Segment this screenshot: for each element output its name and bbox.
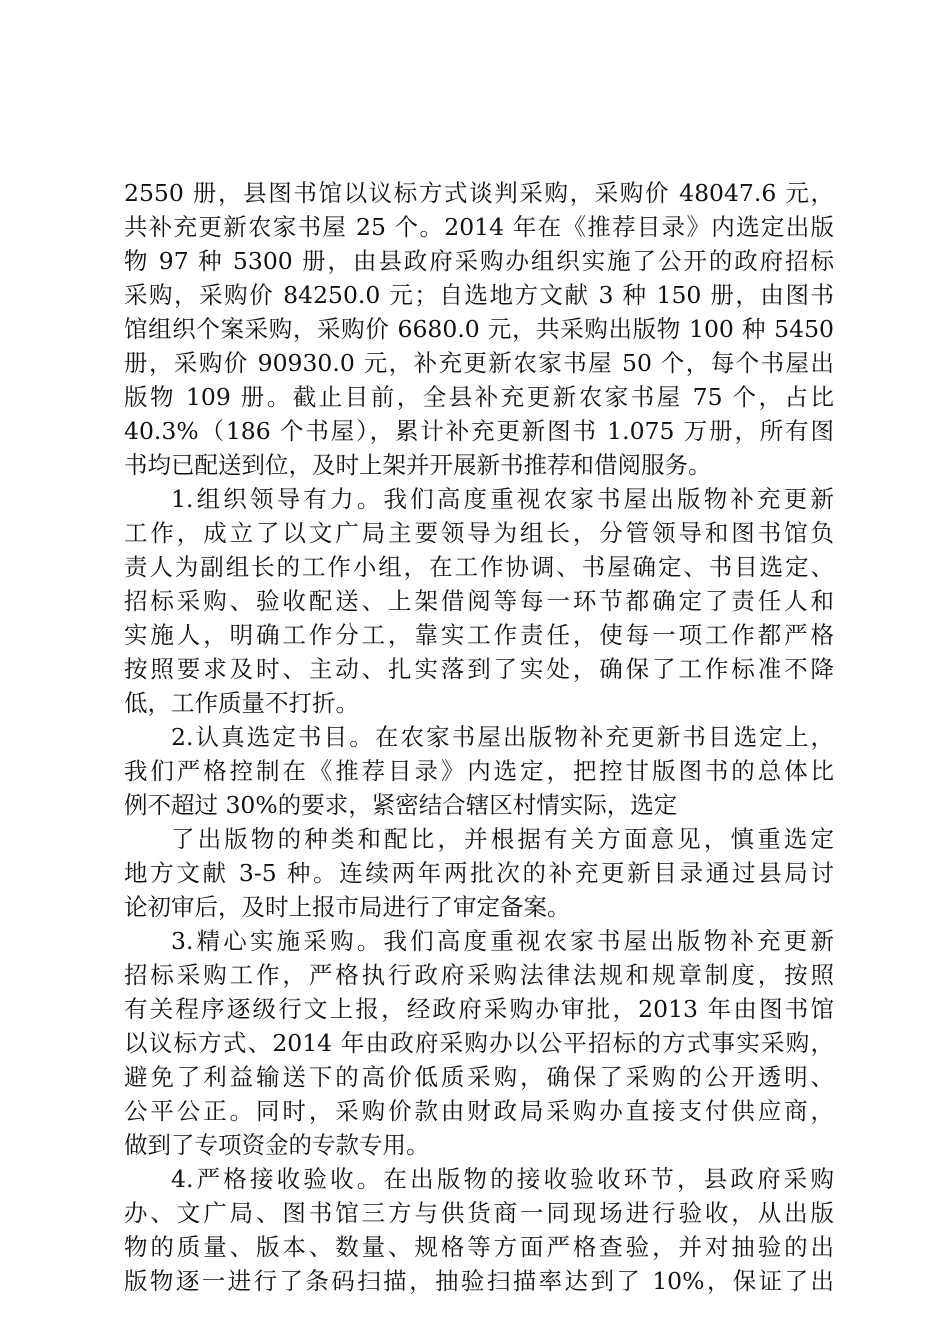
text-line: 我们严格控制在《推荐目录》内选定，把控甘版图书的总体比 bbox=[124, 757, 834, 785]
text-line: 以议标方式、2014 年由政府采购办以公平招标的方式事实采购， bbox=[124, 1029, 834, 1057]
text-line: 地方文献 3-5 种。连续两年两批次的补充更新目录通过县局讨 bbox=[124, 859, 834, 887]
document-body bbox=[124, 176, 834, 1298]
text-line: 责人为副组长的工作小组，在工作协调、书屋确定、书目选定、 bbox=[124, 553, 834, 581]
text-line: 物 97 种 5300 册，由县政府采购办组织实施了公开的政府招标 bbox=[124, 247, 834, 275]
text-line: 版物 109 册。截止目前，全县补充更新农家书屋 75 个，占比 bbox=[124, 383, 834, 411]
paragraph-first-line: 了出版物的种类和配比，并根据有关方面意见，慎重选定 bbox=[171, 825, 834, 853]
text-line: 实施人，明确工作分工，靠实工作责任，使每一项工作都严格 bbox=[124, 621, 834, 649]
text-line: 物的质量、版本、数量、规格等方面严格查验，并对抽验的出 bbox=[124, 1233, 834, 1261]
text-line: 有关程序逐级行文上报，经政府采购办审批，2013 年由图书馆 bbox=[124, 995, 834, 1023]
paragraph-first-line: 4.严格接收验收。在出版物的接收验收环节，县政府采购 bbox=[171, 1165, 834, 1193]
paragraph-first-line: 1.组织领导有力。我们高度重视农家书屋出版物补充更新 bbox=[171, 485, 834, 513]
text-line: 办、文广局、图书馆三方与供货商一同现场进行验收，从出版 bbox=[124, 1199, 834, 1227]
text-line: 共补充更新农家书屋 25 个。2014 年在《推荐目录》内选定出版 bbox=[124, 213, 834, 241]
text-line: 采购，采购价 84250.0 元；自选地方文献 3 种 150 册，由图书 bbox=[124, 281, 834, 309]
paragraph-first-line: 3.精心实施采购。我们高度重视农家书屋出版物补充更新 bbox=[171, 927, 834, 955]
text-line: 版物逐一进行了条码扫描，抽验扫描率达到了 10%，保证了出 bbox=[124, 1267, 834, 1295]
text-line: 公平公正。同时，采购价款由财政局采购办直接支付供应商， bbox=[124, 1097, 834, 1125]
text-line: 做到了专项资金的专款专用。 bbox=[124, 1131, 430, 1159]
text-line: 工作，成立了以文广局主要领导为组长，分管领导和图书馆负 bbox=[124, 519, 834, 547]
text-line: 招标采购工作，严格执行政府采购法律法规和规章制度，按照 bbox=[124, 961, 834, 989]
text-line: 按照要求及时、主动、扎实落到了实处，确保了工作标准不降 bbox=[124, 655, 834, 683]
text-line: 招标采购、验收配送、上架借阅等每一环节都确定了责任人和 bbox=[124, 587, 834, 615]
paragraph-first-line: 2.认真选定书目。在农家书屋出版物补充更新书目选定上， bbox=[171, 723, 834, 751]
text-line: 2550 册，县图书馆以议标方式谈判采购，采购价 48047.6 元， bbox=[124, 179, 834, 207]
text-line: 避免了利益输送下的高价低质采购，确保了采购的公开透明、 bbox=[124, 1063, 834, 1091]
text-line: 论初审后，及时上报市局进行了审定备案。 bbox=[124, 893, 571, 921]
text-line: 低，工作质量不打折。 bbox=[124, 689, 359, 717]
text-line: 例不超过 30%的要求，紧密结合辖区村情实际，选定 bbox=[124, 791, 678, 819]
text-line: 书均已配送到位，及时上架并开展新书推荐和借阅服务。 bbox=[124, 451, 712, 479]
text-line: 馆组织个案采购，采购价 6680.0 元，共采购出版物 100 种 5450 bbox=[124, 315, 834, 343]
text-line: 40.3%（186 个书屋），累计补充更新图书 1.075 万册，所有图 bbox=[124, 417, 834, 445]
text-line: 册，采购价 90930.0 元，补充更新农家书屋 50 个，每个书屋出 bbox=[124, 349, 834, 377]
